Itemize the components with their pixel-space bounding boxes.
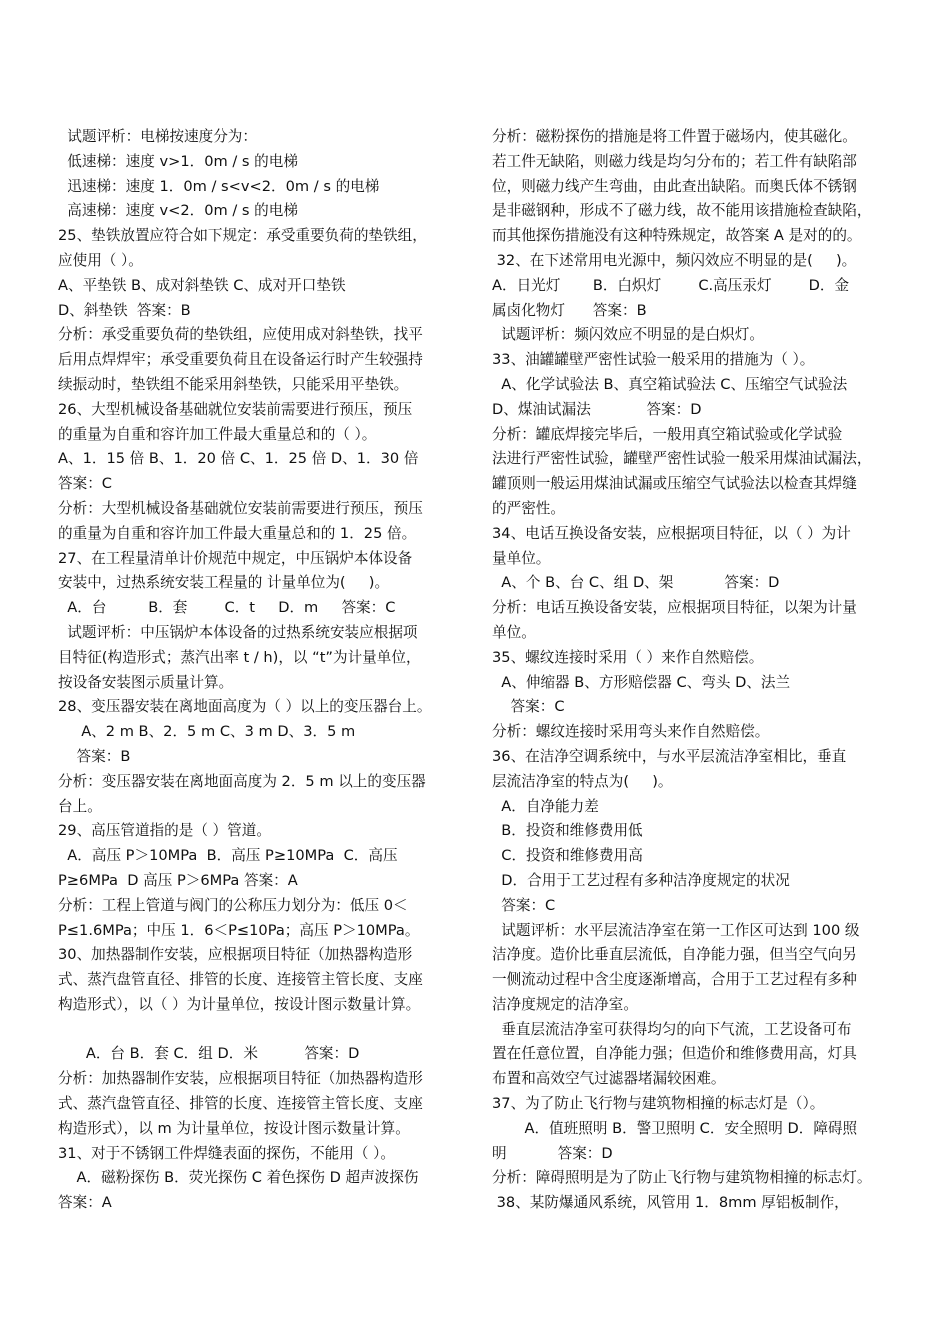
text-line: 应使用（ ）。	[58, 251, 143, 269]
text-line: 若工件无缺陷，则磁力线是均匀分布的；若工件有缺陷部	[492, 152, 857, 170]
text-line: 法进行严密性试验，罐壁严密性试验一般采用煤油试漏法，	[492, 450, 872, 468]
text-line: 洁净度。造价比垂直层流低，自净能力强，但当空气向另	[492, 946, 857, 964]
text-line: 目特征(构造形式；蒸汽出率 t / h)，以 “t”为计量单位，	[58, 648, 421, 666]
text-line: 洁净度规定的洁净室。	[492, 995, 638, 1013]
text-line: C．投资和维修费用高	[492, 847, 643, 865]
text-line: 属卤化物灯 答案：B	[492, 301, 647, 319]
text-line: A、化学试验法 B、真空箱试验法 C、压缩空气试验法	[492, 375, 848, 393]
text-line: 台上。	[58, 797, 102, 815]
text-line: 试题评析：电梯按速度分为：	[58, 128, 257, 145]
text-line: 的重量为自重和容许加工件最大重量总和的 1．25 倍。	[58, 524, 417, 542]
text-line: 分析：螺纹连接时采用弯头来作自然赔偿。	[492, 723, 770, 741]
text-line: 高速梯：速度 v<2．0m / s 的电梯	[58, 202, 298, 220]
text-line: A、个 B、台 C、组 D、架 答案：D	[492, 574, 780, 592]
text-line: A．台 B．套 C．组 D．米 答案：D	[58, 1045, 360, 1063]
text-line: 布置和高效空气过滤器堵漏较困难。	[492, 1070, 726, 1088]
text-line: 是非磁钢种，形成不了磁力线，故不能用该措施检查缺陷，	[492, 202, 872, 220]
text-line: D．合用于工艺过程有多种洁净度规定的状况	[492, 871, 790, 889]
text-line: 36、在洁净空调系统中，与水平层流洁净室相比，垂直	[492, 747, 847, 765]
text-line: 26、大型机械设备基础就位安装前需要进行预压，预压	[58, 400, 413, 418]
text-line: 分析：障碍照明是为了防止飞行物与建筑物相撞的标志灯。	[492, 1169, 872, 1187]
text-line: A、伸缩器 B、方形赔偿器 C、弯头 D、法兰	[492, 673, 791, 691]
text-line: D、煤油试漏法 答案：D	[492, 400, 702, 418]
text-line: 构造形式），以（ ）为计量单位，按设计图示数量计算。	[58, 995, 421, 1013]
text-line: 安装中，过热系统安装工程量的 计量单位为( )。	[58, 574, 390, 592]
text-line: 分析：磁粉探伤的措施是将工件置于磁场内，使其磁化。	[492, 128, 857, 145]
text-line: 分析：承受重要负荷的垫铁组，应使用成对斜垫铁，找平	[58, 326, 423, 344]
text-line: 明 答案：D	[492, 1144, 613, 1162]
text-line: 分析：罐底焊接完毕后，一般用真空箱试验或化学试验	[492, 425, 843, 443]
text-line: 而其他探伤措施没有这种特殊规定，故答案 A 是对的的。	[492, 227, 862, 245]
text-line: 34、电话互换设备安装，应根据项目特征，以（ ）为计	[492, 524, 851, 542]
text-line: P≤1.6MPa；中压 1．6＜P≤10Pa；高压 P＞10MPa。	[58, 921, 420, 939]
text-line: 的严密性。	[492, 499, 565, 517]
right-column	[492, 125, 904, 1216]
text-line: 35、螺纹连接时采用（ ）来作自然赔偿。	[492, 648, 764, 666]
text-line: 续振动时，垫铁组不能采用斜垫铁，只能采用平垫铁。	[58, 375, 409, 393]
text-line: A、1．15 倍 B、1．20 倍 C、1．25 倍 D、1．30 倍	[58, 450, 419, 468]
text-line: 一侧流动过程中含尘度逐渐增高，合用于工艺过程有多种	[492, 971, 857, 989]
text-line: 分析：变压器安装在离地面高度为 2．5 m 以上的变压器	[58, 772, 426, 790]
text-line: 31、对于不锈钢工件焊缝表面的探伤，不能用（ ）。	[58, 1144, 395, 1162]
text-line: D、斜垫铁 答案：B	[58, 301, 191, 319]
text-line: 分析：大型机械设备基础就位安装前需要进行预压，预压	[58, 499, 423, 517]
text-line: 分析：电话互换设备安装，应根据项目特征，以架为计量	[492, 599, 857, 617]
text-line: 按设备安装图示质量计算。	[58, 673, 234, 691]
text-line: 量单位。	[492, 549, 551, 567]
text-line: 29、高压管道指的是（ ）管道。	[58, 822, 271, 840]
text-line: 的重量为自重和容许加工件最大重量总和的（ ）。	[58, 425, 377, 443]
text-line: 垂直层流洁净室可获得均匀的向下气流，工艺设备可布	[492, 1020, 852, 1038]
text-line: 分析：加热器制作安装，应根据项目特征（加热器构造形	[58, 1070, 423, 1088]
text-line: 答案：A	[58, 1194, 112, 1212]
text-line: 答案：C	[492, 698, 565, 716]
text-line: A．日光灯 B．白炽灯 C.高压汞灯 D．金	[492, 276, 850, 294]
text-line: 答案：C	[58, 475, 112, 493]
text-line: 32、在下述常用电光源中，频闪效应不明显的是( )。	[492, 251, 857, 269]
text-line	[58, 1018, 466, 1043]
text-line: 33、油罐罐壁严密性试验一般采用的措施为（ ）。	[492, 351, 815, 369]
text-line: 置在任意位置，自净能力强；但造价和维修费用高，灯具	[492, 1045, 857, 1063]
text-line: 30、加热器制作安装，应根据项目特征（加热器构造形	[58, 946, 413, 964]
text-line: 罐顶则一般运用煤油试漏或压缩空气试验法以检查其焊缝	[492, 475, 857, 493]
text-line: A．高压 P＞10MPa B．高压 P≥10MPa C．高压	[58, 847, 398, 865]
left-column	[58, 125, 466, 1216]
text-line: 25、垫铁放置应符合如下规定：承受重要负荷的垫铁组，	[58, 227, 427, 245]
text-line: A、平垫铁 B、成对斜垫铁 C、成对开口垫铁	[58, 276, 346, 294]
text-line: P≥6MPa D 高压 P＞6MPa 答案：A	[58, 871, 298, 889]
text-line: 分析：工程上管道与阀门的公称压力划分为：低压 0＜	[58, 896, 408, 914]
text-line: 后用点焊焊牢；承受重要负荷且在设备运行时产生较强持	[58, 351, 423, 369]
text-line: 式、蒸汽盘管直径、排管的长度、连接管主管长度、支座	[58, 971, 423, 989]
text-line: 低速梯：速度 v>1．0m / s 的电梯	[58, 152, 298, 170]
text-line: A．值班照明 B．警卫照明 C．安全照明 D．障碍照	[492, 1119, 858, 1137]
text-line: 27、在工程量清单计价规范中规定，中压锅炉本体设备	[58, 549, 413, 567]
text-line: 37、为了防止飞行物与建筑物相撞的标志灯是（）。	[492, 1095, 825, 1113]
text-line: 试题评析：中压锅炉本体设备的过热系统安装应根据项	[58, 623, 418, 641]
text-line: 层流洁净室的特点为( )。	[492, 772, 673, 790]
text-line: A．磁粉探伤 B．荧光探伤 C 着色探伤 D 超声波探伤	[58, 1169, 419, 1187]
text-line: A、2 m B、2．5 m C、3 m D、3．5 m	[58, 723, 356, 741]
text-line: 单位。	[492, 623, 536, 641]
text-line: A．台 B．套 C．t D．m 答案：C	[58, 599, 396, 617]
text-line: 位，则磁力线产生弯曲，由此查出缺陷。而奥氏体不锈钢	[492, 177, 857, 195]
text-line: 答案：C	[492, 896, 556, 914]
text-line: 试题评析：水平层流洁净室在第一工作区可达到 100 级	[492, 921, 860, 939]
text-line: 构造形式），以 m 为计量单位，按设计图示数量计算。	[58, 1119, 410, 1137]
text-line: 38、某防爆通风系统，风管用 1．8mm 厚铝板制作，	[492, 1194, 849, 1212]
text-line: 迅速梯：速度 1．0m / s<v<2．0m / s 的电梯	[58, 177, 380, 195]
text-line: 式、蒸汽盘管直径、排管的长度、连接管主管长度、支座	[58, 1095, 423, 1113]
text-line: 28、变压器安装在离地面高度为（ ）以上的变压器台上。	[58, 698, 432, 716]
text-line: 答案：B	[58, 747, 131, 765]
text-line: B．投资和维修费用低	[492, 822, 643, 840]
text-line: 试题评析：频闪效应不明显的是白炽灯。	[492, 326, 764, 344]
text-line: A．自净能力差	[492, 797, 599, 815]
